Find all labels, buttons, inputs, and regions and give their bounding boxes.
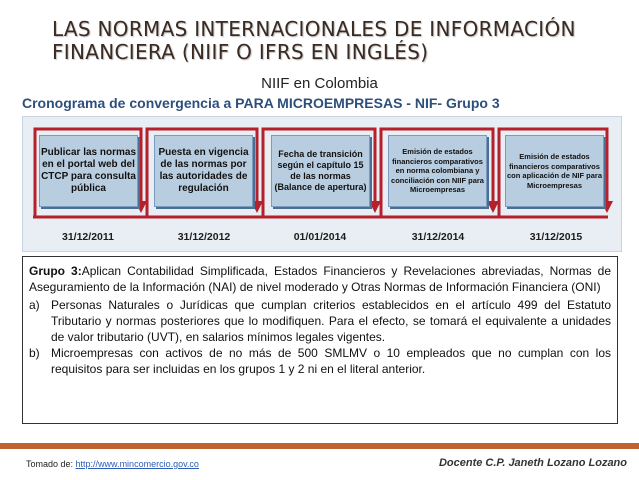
group-label: Grupo 3: [29,264,82,278]
timeline-heading: Cronograma de convergencia a PARA MICROEMPRESAS - NIF- Grupo 3 [22,95,500,111]
footer-source-link[interactable]: http://www.mincomercio.gov.co [75,459,199,469]
group-text: Aplican Contabilidad Simplificada, Estados Financieros y Revelaciones abreviadas, Normas de Aseguramiento de la Información (NAI) de nivel moderado y Otras Normas de Información Financiera (ONI) [29,264,612,294]
slide-subtitle: NIIF en Colombia [261,75,378,92]
timeline-step-label: Emisión de estados financieros comparativos en norma colombiana y conciliación con NIIF para Microempresas [391,147,484,195]
footer-source [26,459,199,469]
list-item-text: Personas Naturales o Jurídicas que cumplan criterios establecidos en el artículo 499 del Estatuto Tributario y normas posteriores que lo modifiquen. Para el efecto, se tomará el equivalente a unidades de valor tributario (UVT), en salarios mínimos legales vigentes. [51,298,611,344]
timeline-step-label: Puesta en vigencia de las normas por las autoridades de regulación [158,147,249,194]
timeline-step-3 [271,135,370,207]
timeline-step-label: Publicar las normas en el portal web del CTCP para consulta pública [40,147,137,194]
timeline-date-5: 31/12/2015 [529,231,583,243]
footer-source-prefix: Tomado de: [26,459,74,469]
timeline-date-2: 31/12/2012 [177,231,231,243]
slide-title: LAS NORMAS INTERNACIONALES DE INFORMACIÓN FINANCIERA (NIIF O IFRS EN INGLÉS) [52,17,576,64]
timeline-step-1 [39,135,138,207]
timeline-step-label: Fecha de transición según el capítulo 15 de las normas (Balance de apertura) [274,149,367,192]
timeline-date-1: 31/12/2011 [62,231,114,243]
convergence-timeline [22,116,622,252]
footer-divider [0,443,639,449]
timeline-date-3: 01/01/2014 [293,231,347,243]
timeline-step-4 [388,135,487,207]
list-item [29,345,611,377]
list-item-marker: a) [29,298,40,312]
footer-author: Docente C.P. Janeth Lozano Lozano [438,457,627,469]
list-item [29,297,611,345]
list-item-marker: b) [29,346,40,360]
timeline-date-4: 31/12/2014 [411,231,465,243]
list-item-text: Microempresas con activos de no más de 500 SMLMV o 10 empleados que no cumplan con los requisitos para ser incluidas en los grupos 1 y 2 ni en el literal anterior. [51,346,611,376]
group-3-description [22,256,618,424]
group-3-intro [29,263,611,295]
timeline-step-label: Emisión de estados financieros comparativos con aplicación de NIF para Microempresas [506,152,603,190]
timeline-step-5 [505,135,604,207]
timeline-step-2 [154,135,253,207]
